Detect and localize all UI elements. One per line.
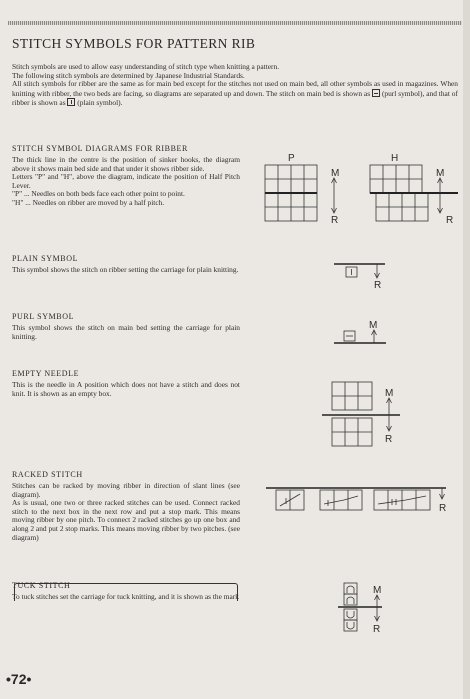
page-edge — [463, 0, 470, 699]
section-body: Stitches can be racked by moving ribber in direction of slant lines (see diagram). — [12, 481, 240, 499]
section-body: This symbol shows the stitch on ribber setting the carriage for plain knitting. — [12, 265, 239, 274]
section-body: This symbol shows the stitch on main bed setting the carriage for plain knitting. — [12, 323, 240, 341]
empty-grid-top — [332, 382, 372, 410]
r-label: R — [385, 434, 393, 445]
p-m-label: M — [331, 168, 340, 179]
section-body: Letters "P" and "H", above the diagram, indicate the position of Half Pitch Lever. — [12, 172, 240, 190]
section-heading: STITCH SYMBOL DIAGRAMS FOR RIBBER — [12, 144, 188, 153]
p-label: P — [288, 153, 295, 164]
m-label: M — [385, 388, 394, 399]
h-m-label: M — [436, 168, 445, 179]
header-rule — [8, 21, 462, 25]
page-title: STITCH SYMBOLS FOR PATTERN RIB — [12, 36, 256, 51]
intro-line-3 — [12, 80, 458, 108]
intro-line-2: The following stitch symbols are determined by Japanese Industrial Standards. — [12, 70, 245, 80]
r-label: R — [373, 624, 381, 635]
plain-symbol-icon — [67, 98, 75, 106]
section-heading: PLAIN SYMBOL — [12, 254, 79, 263]
racked-group-2 — [320, 490, 362, 510]
section-racked — [12, 470, 240, 542]
tuck-diagram — [336, 580, 396, 636]
purl-diagram — [330, 316, 400, 350]
tuck-symbols-top — [344, 583, 357, 605]
m-label: M — [369, 320, 378, 331]
plain-diagram — [330, 258, 400, 292]
p-r-label: R — [331, 215, 339, 226]
racked-diagram — [266, 478, 464, 518]
section-diagrams — [12, 144, 240, 208]
section-body: The thick line in the centre is the position of sinker hooks, the diagram above it shows main bed side and that under it shows ribber side. — [12, 155, 240, 173]
empty-needle-diagram — [322, 376, 412, 448]
intro-line-3a: All stitch symbols for ribber are the same as for main bed except for the stitches not used on main bed, all other symbols as used in magazines. When knitting with ribber, the two beds are facing, so diagrams are separated up and down. The stitch on main bed is shown as — [12, 79, 458, 98]
purl-symbol-icon — [372, 89, 380, 97]
h-label: H — [391, 153, 399, 164]
empty-grid-bottom — [332, 418, 372, 446]
section-purl — [12, 312, 240, 341]
racked-group-1 — [276, 490, 304, 510]
tuck-symbols-bottom — [344, 609, 357, 631]
section-tuck — [12, 581, 240, 602]
m-label: M — [373, 585, 382, 596]
tuck-body-text: To tuck stitches set the carriage for tuck knitting, and it is shown as the mark — [12, 592, 239, 601]
section-empty — [12, 369, 240, 398]
section-body: "P" ... Needles on both beds face each other point to point. — [12, 189, 185, 199]
ph-diagram — [258, 148, 463, 228]
intro-line-1: Stitch symbols are used to allow easy understanding of stitch type when knitting a pattern. — [12, 62, 280, 71]
section-heading: PURL SYMBOL — [12, 312, 75, 321]
r-label: R — [439, 503, 447, 514]
r-label: R — [374, 280, 382, 291]
section-body: As is usual, one two or three racked stitches can be used. Connect racked stitch to the next box in the next row and put a stop mark. This means moving ribber by one pitch. To connect 2 racked stitches go up one box and along 2 and put 2 stop marks. This means moving ribber by two pitches. (see diagram) — [12, 498, 240, 542]
section-heading: RACKED STITCH — [12, 470, 83, 479]
section-body: This is the needle in A position which does not have a stitch and does not knit. It is shown as an empty box. — [12, 380, 240, 398]
section-heading: EMPTY NEEDLE — [12, 369, 80, 378]
section-body — [12, 593, 240, 602]
intro-text — [12, 63, 458, 108]
racked-group-3 — [374, 490, 430, 510]
page-number: •72• — [6, 671, 32, 687]
section-plain — [12, 254, 240, 275]
intro-line-3b: (purl symbol), and that of ribber is shown as — [12, 88, 458, 108]
h-r-label: R — [446, 215, 454, 226]
section-heading: TUCK STITCH — [12, 581, 71, 590]
section-body: "H" ... Needles on ribber are moved by a half pitch. — [12, 197, 165, 207]
intro-line-3c: (plain symbol). — [77, 98, 123, 108]
